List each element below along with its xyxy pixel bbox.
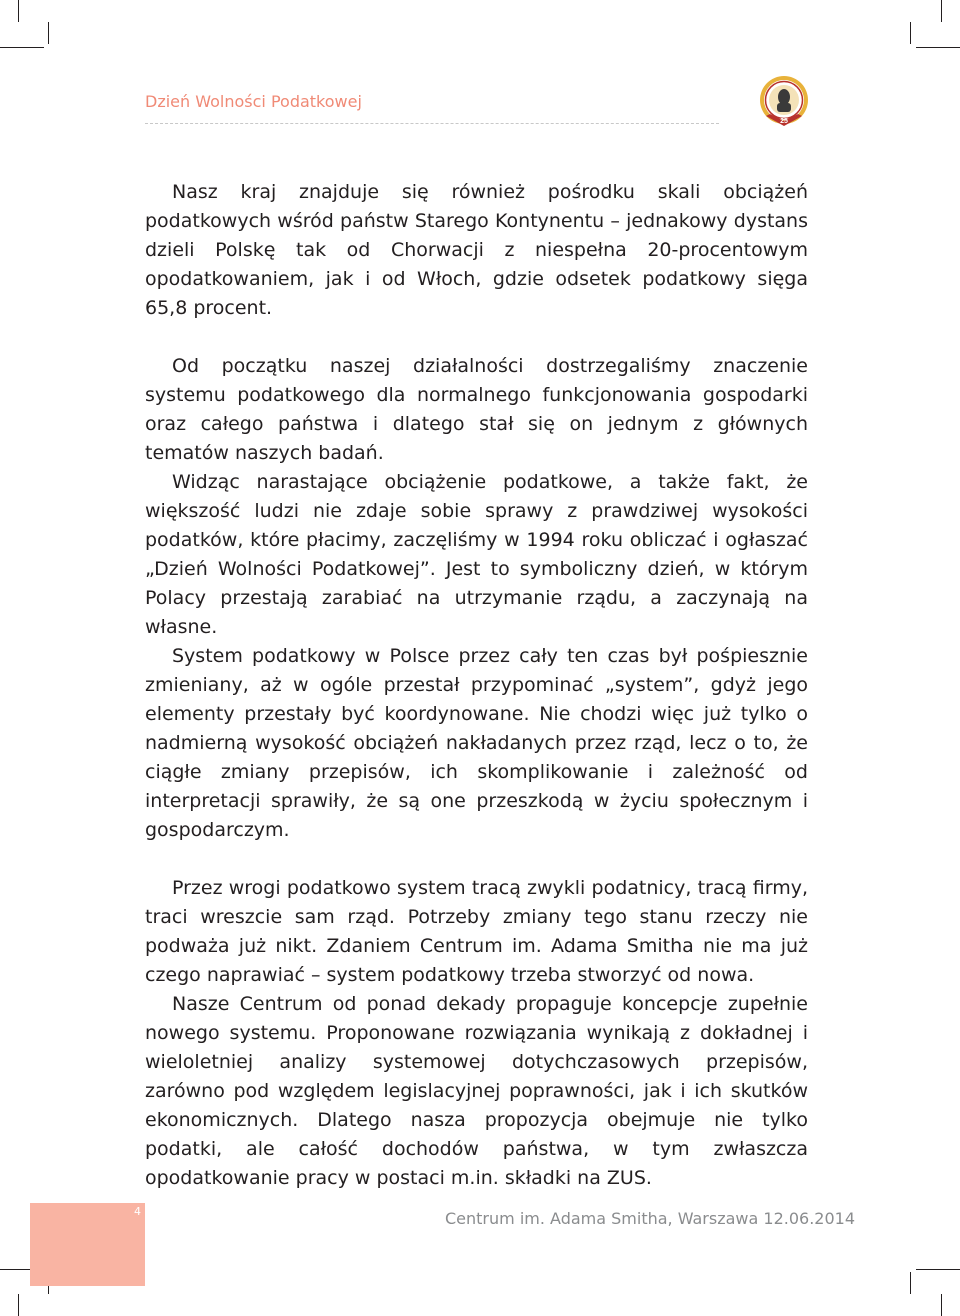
paragraph: Przez wrogi podatkowo system tracą zwykli podatnicy, tracą firmy, traci wreszcie sam rząd. Potrzeby zmiany tego stanu rzeczy nie podważa już nikt. Zdaniem Centrum im. Adama Smitha nie ma już czego naprawiać – system podatkowy trzeba stworzyć od nowa. bbox=[145, 877, 808, 986]
paragraph: Nasz kraj znajduje się również pośrodku skali obciążeń podatkowych wśród państw Starego Kontynentu – jednakowy dystans dzieli Polskę tak od Chorwacji z niespełna 20-procentowym opodatkowaniem, jak i od Włoch, gdzie odsetek podatkowy sięga 65,8 procent. bbox=[145, 181, 808, 319]
crop-mark bbox=[18, 1294, 19, 1316]
crop-mark bbox=[22, 47, 44, 48]
crop-mark bbox=[941, 0, 942, 22]
article-body bbox=[145, 178, 808, 1193]
running-title: Dzień Wolności Podatkowej bbox=[145, 92, 362, 111]
crop-mark bbox=[48, 22, 49, 44]
crop-mark bbox=[18, 0, 19, 22]
crop-mark bbox=[916, 1269, 938, 1270]
header-divider bbox=[145, 123, 719, 124]
page-number-box bbox=[30, 1203, 145, 1286]
paragraph: System podatkowy w Polsce przez cały ten czas był pośpiesznie zmieniany, aż w ogóle przestał przypominać „system”, gdyż jego elementy przestały być koordynowane. Nie chodzi więc już tylko o nadmierną wysokość obciążeń nakładanych przez rząd, lecz o to, że ciągłe zmiany przepisów, ich skomplikowanie i zależność od interpretacji sprawiły, że są one przeszkodą w życiu społecznym i gospodarczym. bbox=[145, 645, 808, 841]
paragraph: Nasze Centrum od ponad dekady propaguje koncepcje zupełnie nowego systemu. Proponowane rozwiązania wynikają z dokładnej i wieloletniej analizy systemowej dotychczasowych przepisów, zarówno pod względem legislacyjnej poprawności, jak i ich skutków ekonomicznych. Dlatego nasza propozycja obejmuje nie tylko podatki, ale całość dochodów państwa, w tym zwłaszcza opodatkowanie pracy w postaci m.in. składki na ZUS. bbox=[145, 993, 808, 1189]
footer-publisher-date: Centrum im. Adama Smitha, Warszawa 12.06.2014 bbox=[445, 1209, 856, 1228]
crop-mark bbox=[916, 47, 938, 48]
paragraph: Od początku naszej działalności dostrzegaliśmy znaczenie systemu podatkowego dla normalnego funkcjonowania gospodarki oraz całego państwa i dlatego stał się on jednym z głównych tematów naszych badań. bbox=[145, 355, 808, 464]
seal-logo-icon bbox=[758, 74, 810, 130]
logo-number: 25 bbox=[780, 118, 788, 125]
crop-mark bbox=[938, 1269, 960, 1270]
crop-mark bbox=[910, 22, 911, 44]
crop-mark bbox=[941, 1294, 942, 1316]
crop-mark bbox=[0, 47, 22, 48]
crop-mark bbox=[910, 1272, 911, 1294]
page-number: 4 bbox=[134, 1205, 141, 1218]
crop-mark bbox=[938, 47, 960, 48]
paragraph: Widząc narastające obciążenie podatkowe, a także fakt, że większość ludzi nie zdaje sobie sprawy z prawdziwej wysokości podatków, które płacimy, zaczęliśmy w 1994 roku obliczać i ogłaszać „Dzień Wolności Podatkowej”. Jest to symboliczny dzień, w którym Polacy przestają zarabiać na utrzymanie rządu, a zaczynają na własne. bbox=[145, 471, 808, 638]
crop-mark bbox=[0, 1269, 22, 1270]
